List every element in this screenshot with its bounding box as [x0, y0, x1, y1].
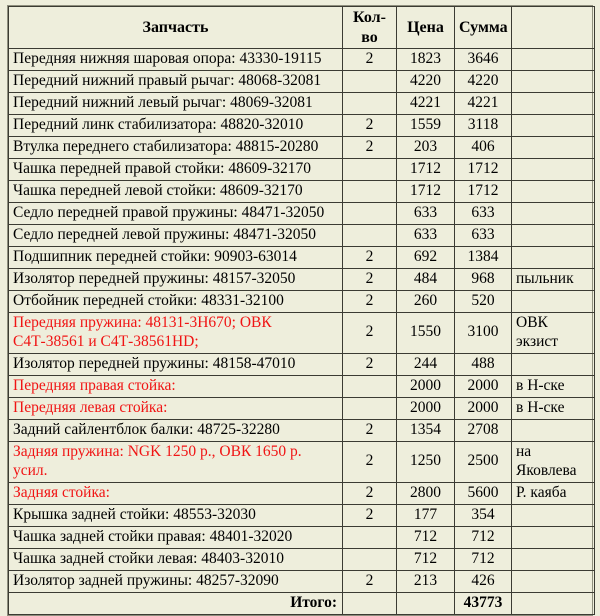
table-row: [9, 203, 595, 225]
cell-qty: 2: [343, 441, 397, 482]
cell-qty: [343, 159, 397, 181]
header-row: [9, 7, 595, 49]
total-row: [9, 592, 595, 614]
table-row: [9, 313, 595, 354]
parts-table-wrap: [7, 5, 593, 616]
cell-qty: 2: [343, 313, 397, 354]
cell-part: Чашка задней стойки левая: 48403-32010: [9, 548, 343, 570]
table-row: [9, 526, 595, 548]
cell-price: 244: [397, 353, 455, 375]
cell-part: Чашка задней стойки правая: 48401-32020: [9, 526, 343, 548]
cell-part: Передняя нижняя шаровая опора: 43330-19115: [9, 49, 343, 71]
cell-sum: 712: [455, 548, 512, 570]
cell-price: 633: [397, 203, 455, 225]
cell-price: 203: [397, 137, 455, 159]
cell-qty: 2: [343, 115, 397, 137]
cell-note: в Н-ске: [512, 375, 595, 397]
cell-note: [512, 419, 595, 441]
cell-note: [512, 159, 595, 181]
table-row: [9, 115, 595, 137]
table-row: [9, 291, 595, 313]
cell-price: 692: [397, 247, 455, 269]
table-row: [9, 353, 595, 375]
cell-note: [512, 181, 595, 203]
cell-qty: 2: [343, 353, 397, 375]
table-row: [9, 225, 595, 247]
cell-part: Передняя левая стойка:: [9, 397, 343, 419]
cell-part: Отбойник передней стойки: 48331-32100: [9, 291, 343, 313]
total-label: Итого:: [9, 592, 343, 614]
cell-note: [512, 93, 595, 115]
cell-part: Передняя правая стойка:: [9, 375, 343, 397]
table-row: [9, 93, 595, 115]
cell-sum: 3118: [455, 115, 512, 137]
cell-part: Седло передней левой пружины: 48471-32050: [9, 225, 343, 247]
cell-price: 2800: [397, 482, 455, 504]
cell-qty: [343, 397, 397, 419]
table-row: [9, 419, 595, 441]
cell-note: в Н-ске: [512, 397, 595, 419]
table-row: [9, 504, 595, 526]
cell-price: 1354: [397, 419, 455, 441]
cell-sum: 3100: [455, 313, 512, 354]
cell-sum: 1712: [455, 159, 512, 181]
cell-sum: 633: [455, 203, 512, 225]
cell-part: Изолятор передней пружины: 48157-32050: [9, 269, 343, 291]
cell-price: 4220: [397, 71, 455, 93]
table-row: [9, 548, 595, 570]
cell-sum: 426: [455, 570, 512, 592]
cell-qty: 2: [343, 419, 397, 441]
cell-note: [512, 225, 595, 247]
cell-part: Передний линк стабилизатора: 48820-32010: [9, 115, 343, 137]
header-sum: Сумма: [455, 7, 512, 49]
cell-note: [512, 291, 595, 313]
parts-table-body: [9, 49, 595, 593]
cell-note: пыльник: [512, 269, 595, 291]
table-row: [9, 181, 595, 203]
cell-sum: 2708: [455, 419, 512, 441]
cell-note: [512, 49, 595, 71]
cell-note: [512, 71, 595, 93]
table-row: [9, 269, 595, 291]
total-note-cell: [512, 592, 595, 614]
cell-price: 2000: [397, 375, 455, 397]
cell-sum: 1384: [455, 247, 512, 269]
cell-part: Изолятор задней пружины: 48257-32090: [9, 570, 343, 592]
cell-price: 260: [397, 291, 455, 313]
cell-sum: 2000: [455, 397, 512, 419]
cell-sum: 2000: [455, 375, 512, 397]
cell-price: 177: [397, 504, 455, 526]
cell-note: [512, 526, 595, 548]
header-part: Запчасть: [9, 7, 343, 49]
cell-price: 4221: [397, 93, 455, 115]
cell-note: Р. каяба: [512, 482, 595, 504]
cell-price: 1250: [397, 441, 455, 482]
header-qty: Кол-во: [343, 7, 397, 49]
cell-part: Задняя пружина: NGK 1250 р., ОВК 1650 р. усил.: [9, 441, 343, 482]
cell-qty: [343, 375, 397, 397]
cell-part: Изолятор передней пружины: 48158-47010: [9, 353, 343, 375]
table-row: [9, 159, 595, 181]
cell-note: ОВК экзист: [512, 313, 595, 354]
table-row: [9, 570, 595, 592]
table-row: [9, 49, 595, 71]
cell-price: 712: [397, 548, 455, 570]
cell-note: [512, 504, 595, 526]
cell-part: Задняя стойка:: [9, 482, 343, 504]
cell-price: 484: [397, 269, 455, 291]
parts-table: [8, 6, 595, 615]
total-sum-cell: 43773: [455, 592, 512, 614]
cell-sum: 488: [455, 353, 512, 375]
cell-sum: 633: [455, 225, 512, 247]
cell-qty: [343, 225, 397, 247]
table-row: [9, 375, 595, 397]
table-row: [9, 137, 595, 159]
cell-note: [512, 115, 595, 137]
cell-part: Задний сайлентблок балки: 48725-32280: [9, 419, 343, 441]
cell-qty: [343, 203, 397, 225]
cell-qty: 2: [343, 49, 397, 71]
cell-price: 633: [397, 225, 455, 247]
table-row: [9, 71, 595, 93]
cell-qty: 2: [343, 482, 397, 504]
cell-qty: [343, 548, 397, 570]
cell-qty: 2: [343, 570, 397, 592]
cell-qty: 2: [343, 137, 397, 159]
cell-note: [512, 203, 595, 225]
header-note-empty: [512, 7, 595, 49]
cell-note: на Яковлева: [512, 441, 595, 482]
header-price: Цена: [397, 7, 455, 49]
cell-price: 712: [397, 526, 455, 548]
cell-qty: [343, 526, 397, 548]
cell-qty: [343, 181, 397, 203]
cell-part: Седло передней правой пружины: 48471-32050: [9, 203, 343, 225]
table-row: [9, 441, 595, 482]
cell-part: Подшипник передней стойки: 90903-63014: [9, 247, 343, 269]
cell-part: Чашка передней левой стойки: 48609-32170: [9, 181, 343, 203]
cell-sum: 354: [455, 504, 512, 526]
cell-price: 1823: [397, 49, 455, 71]
cell-qty: 2: [343, 247, 397, 269]
cell-sum: 520: [455, 291, 512, 313]
cell-part: Передняя пружина: 48131-3H670; ОВК С4Т-38561 и С4Т-38561HD;: [9, 313, 343, 354]
cell-price: 1712: [397, 181, 455, 203]
cell-price: 2000: [397, 397, 455, 419]
cell-price: 213: [397, 570, 455, 592]
table-row: [9, 397, 595, 419]
cell-part: Втулка переднего стабилизатора: 48815-20280: [9, 137, 343, 159]
cell-price: 1550: [397, 313, 455, 354]
cell-sum: 406: [455, 137, 512, 159]
cell-price: 1712: [397, 159, 455, 181]
cell-part: Крышка задней стойки: 48553-32030: [9, 504, 343, 526]
cell-note: [512, 137, 595, 159]
cell-part: Передний нижний правый рычаг: 48068-32081: [9, 71, 343, 93]
cell-note: [512, 247, 595, 269]
cell-qty: 2: [343, 291, 397, 313]
cell-part: Чашка передней правой стойки: 48609-32170: [9, 159, 343, 181]
cell-sum: 2500: [455, 441, 512, 482]
cell-qty: 2: [343, 269, 397, 291]
cell-sum: 5600: [455, 482, 512, 504]
cell-note: [512, 548, 595, 570]
total-qty-cell: [343, 592, 397, 614]
cell-note: [512, 353, 595, 375]
cell-sum: 4220: [455, 71, 512, 93]
cell-part: Передний нижний левый рычаг: 48069-32081: [9, 93, 343, 115]
cell-sum: 3646: [455, 49, 512, 71]
table-row: [9, 482, 595, 504]
cell-sum: 968: [455, 269, 512, 291]
total-price-cell: [397, 592, 455, 614]
cell-qty: 2: [343, 504, 397, 526]
cell-price: 1559: [397, 115, 455, 137]
cell-sum: 4221: [455, 93, 512, 115]
cell-sum: 712: [455, 526, 512, 548]
cell-qty: [343, 71, 397, 93]
cell-note: [512, 570, 595, 592]
table-row: [9, 247, 595, 269]
cell-sum: 1712: [455, 181, 512, 203]
cell-qty: [343, 93, 397, 115]
